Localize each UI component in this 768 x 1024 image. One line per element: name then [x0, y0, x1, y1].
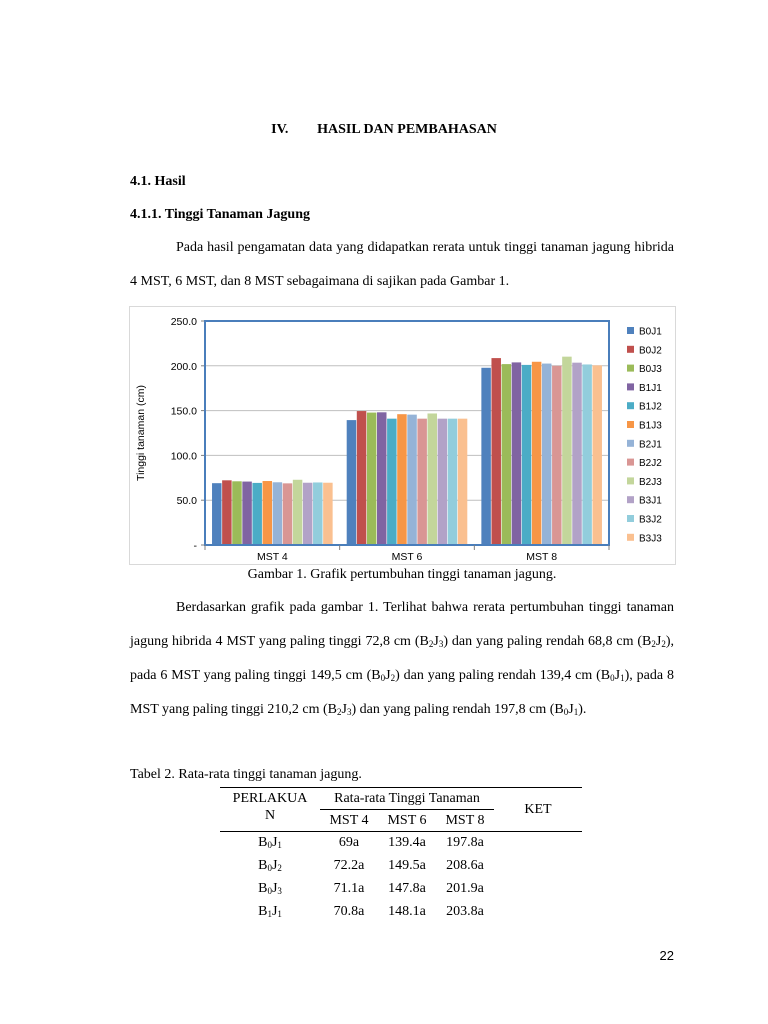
chapter-number: IV. [271, 122, 289, 137]
legend-swatch-B1J3 [627, 421, 634, 428]
bar-B2J2-MST-8 [552, 366, 562, 545]
cell-mst4: 70.8a [333, 904, 365, 919]
table-caption: Tabel 2. Rata-rata tinggi tanaman jagung. [130, 767, 362, 782]
subheader-mst4: MST 4 [320, 810, 378, 832]
y-tick-label: 100.0 [170, 450, 197, 463]
cell-mst8: 203.8a [446, 904, 484, 919]
figure-caption: Gambar 1. Grafik pertumbuhan tinggi tanaman jagung. [247, 567, 557, 582]
paragraph-intro [130, 231, 674, 299]
table-row [220, 855, 582, 878]
bar-B0J1-MST-4 [212, 483, 222, 545]
legend-swatch-B0J1 [627, 327, 634, 334]
subsection-heading: 4.1.1. Tinggi Tanaman Jagung [130, 207, 311, 222]
bar-B1J3-MST-8 [532, 362, 542, 545]
legend-swatch-B1J1 [627, 383, 634, 390]
y-axis-label: Tinggi tanaman (cm) [135, 385, 147, 481]
legend-swatch-B3J3 [627, 534, 634, 541]
legend-label-B2J3: B2J3 [639, 476, 662, 488]
legend-swatch-B1J2 [627, 402, 634, 409]
bar-B2J2-MST-6 [417, 419, 427, 545]
y-tick-label: 250.0 [170, 316, 197, 328]
bar-B3J1-MST-4 [303, 483, 313, 545]
legend-label-B3J1: B3J1 [639, 495, 662, 507]
header-group: Rata-rata Tinggi Tanaman [320, 788, 494, 810]
cell-mst4: 71.1a [333, 881, 365, 896]
legend-label-B1J3: B1J3 [639, 420, 662, 432]
cell-mst6: 147.8a [388, 881, 426, 896]
chart-container [129, 306, 676, 565]
x-tick-label: MST 4 [256, 551, 288, 563]
bar-B3J3-MST-6 [458, 419, 468, 545]
bar-B2J1-MST-8 [542, 364, 552, 545]
cell-mst4: 72.2a [333, 858, 365, 873]
bar-B1J2-MST-6 [387, 419, 397, 545]
legend-label-B3J2: B3J2 [639, 514, 662, 526]
legend-label-B0J2: B0J2 [639, 345, 662, 357]
bar-B2J1-MST-4 [273, 482, 283, 545]
cell-mst6: 139.4a [388, 835, 426, 851]
bar-B3J3-MST-8 [592, 365, 602, 545]
chapter-title: HASIL DAN PEMBAHASAN [317, 122, 497, 137]
legend-label-B0J1: B0J1 [639, 326, 662, 338]
legend-label-B0J3: B0J3 [639, 364, 662, 376]
bar-B0J2-MST-8 [491, 358, 501, 545]
legend-swatch-B0J2 [627, 346, 634, 353]
bar-B0J3-MST-8 [502, 364, 512, 545]
bar-B1J1-MST-8 [512, 362, 521, 545]
table-row [220, 901, 582, 924]
header-ket: KET [494, 788, 582, 832]
legend-label-B3J3: B3J3 [639, 533, 662, 545]
bar-B3J2-MST-8 [582, 364, 592, 545]
legend-label-B1J2: B1J2 [639, 401, 662, 413]
paragraph-intro-text: Pada hasil pengamatan data yang didapatkan rerata untuk tinggi tanaman jagung hibrida 4 MST, 6 MST, dan 8 MST sebagaimana di sajikan pada Gambar 1. [130, 240, 674, 289]
cell-mst8: 201.9a [446, 881, 484, 896]
subheader-mst6: MST 6 [378, 810, 436, 832]
legend-swatch-B3J1 [627, 496, 634, 503]
cell-treatment: $B_0J_3$ [258, 881, 282, 896]
y-tick-label: 50.0 [176, 495, 197, 508]
bar-B2J3-MST-8 [562, 357, 572, 545]
header-perlakuan: PERLAKUA N [220, 788, 320, 832]
paragraph-discussion-text: Berdasarkan grafik pada gambar 1. Terlihat bahwa rerata pertumbuhan tinggi tanaman jagung hibrida 4 MST yang paling tinggi 72,8 cm $(B_2J_3)$ dan yang paling rendah 68,8 cm $(B_2J_2)$, pada 6 MST yang paling tinggi 149,5 cm $(B_0J_2)$ dan yang paling rendah 139,4 cm $(B_0J_1)$, pada 8 MST yang paling tinggi 210,2 cm $(B_2J_3)$ dan yang paling rendah 197,8 cm $(B_0J_1)$. [130, 600, 674, 717]
bar-B1J1-MST-4 [242, 482, 252, 545]
bar-B1J3-MST-4 [263, 481, 273, 545]
bar-B0J1-MST-8 [481, 368, 491, 545]
bar-B1J2-MST-4 [252, 483, 262, 545]
bar-B0J3-MST-6 [367, 413, 377, 545]
x-tick-label: MST 6 [391, 551, 423, 563]
cell-mst6: 148.1a [388, 904, 426, 919]
legend-swatch-B2J1 [627, 440, 634, 447]
bar-B0J3-MST-4 [232, 481, 242, 545]
cell-ket [494, 855, 582, 878]
bar-B1J1-MST-6 [377, 412, 387, 545]
bar-B0J2-MST-4 [222, 480, 232, 545]
bar-B0J2-MST-6 [357, 411, 367, 545]
cell-treatment: $B_0J_1$ [258, 835, 282, 851]
legend-swatch-B2J2 [627, 459, 634, 466]
bar-B0J1-MST-6 [347, 420, 357, 545]
legend-swatch-B0J3 [627, 365, 634, 372]
paragraph-discussion [130, 591, 674, 727]
y-tick-label: 200.0 [170, 360, 197, 373]
bar-B3J2-MST-6 [448, 419, 458, 545]
page-number: 22 [659, 948, 674, 963]
bar-B2J3-MST-4 [293, 480, 303, 545]
cell-mst4: 69a [338, 835, 360, 851]
y-tick-label: 150.0 [170, 405, 197, 418]
bar-B3J2-MST-4 [313, 482, 323, 545]
table-row [220, 832, 582, 855]
bar-B1J3-MST-6 [397, 414, 407, 545]
bar-B3J1-MST-6 [438, 419, 448, 545]
legend-swatch-B2J3 [627, 477, 634, 484]
bar-B3J1-MST-8 [572, 363, 582, 545]
bar-B2J2-MST-4 [283, 483, 293, 545]
legend-swatch-B3J2 [627, 515, 634, 522]
bar-B2J3-MST-6 [428, 413, 438, 545]
section-heading: 4.1. Hasil [130, 174, 186, 189]
cell-mst8: 208.6a [446, 858, 484, 873]
cell-treatment: $B_0J_2$ [258, 858, 282, 873]
cell-treatment: $B_1J_1$ [258, 904, 282, 919]
bar-B2J1-MST-6 [407, 415, 417, 545]
x-tick-label: MST 8 [526, 551, 558, 563]
cell-mst8: 197.8a [446, 835, 484, 851]
bar-B1J2-MST-8 [522, 365, 532, 545]
legend-label-B2J2: B2J2 [639, 458, 662, 470]
cell-mst6: 149.5a [388, 858, 426, 873]
table-row [220, 878, 582, 901]
cell-ket [494, 901, 582, 924]
cell-ket [494, 878, 582, 901]
legend-label-B2J1: B2J1 [639, 439, 662, 451]
subheader-mst8: MST 8 [436, 810, 494, 832]
result-table [220, 787, 582, 924]
y-tick-label: - [193, 540, 197, 552]
legend-label-B1J1: B1J1 [639, 382, 662, 394]
bar-B3J3-MST-4 [323, 483, 333, 545]
chapter-heading [0, 122, 768, 138]
bar-chart [130, 307, 675, 564]
cell-ket [494, 832, 582, 855]
